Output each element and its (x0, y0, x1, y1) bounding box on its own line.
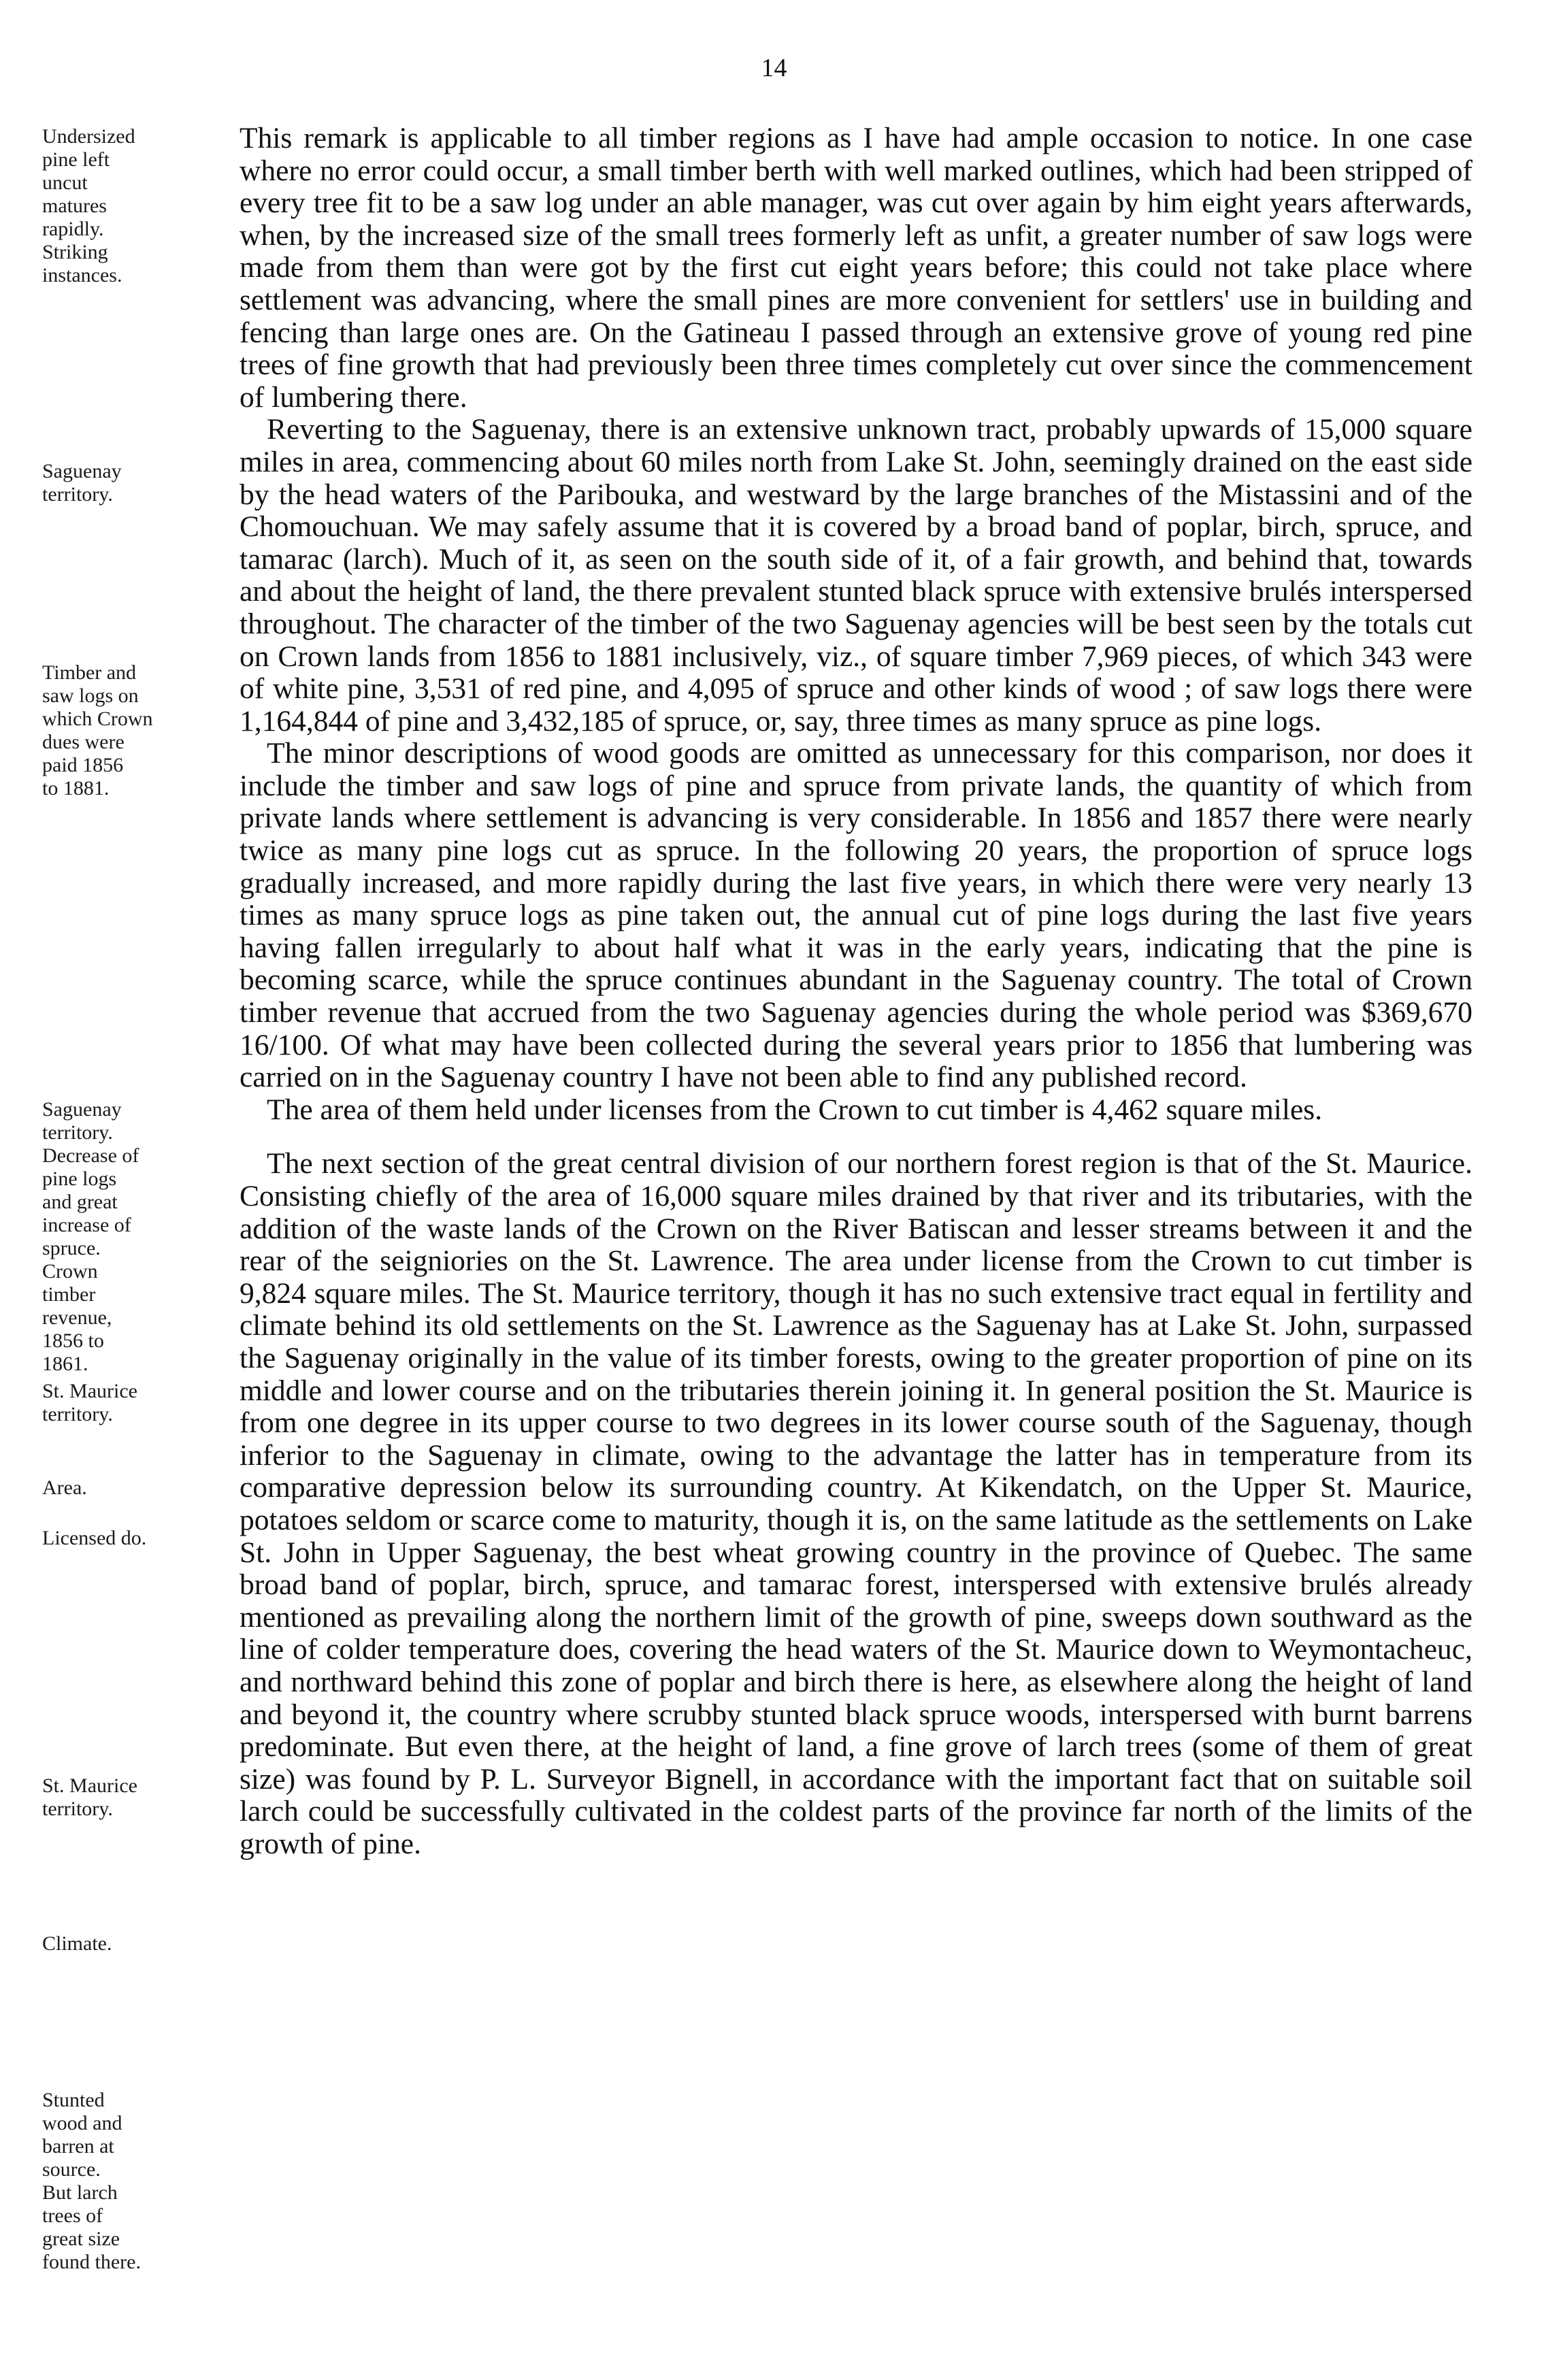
margin-note-line: pine logs (42, 1168, 117, 1190)
margin-note-decrease-of-pine (42, 1098, 226, 1376)
margin-note-timber-saw-logs (42, 661, 226, 800)
margin-note-line: Timber and (42, 661, 137, 684)
margin-note-line: great size (42, 2228, 120, 2250)
margin-note-line: Striking (42, 241, 108, 263)
margin-note-st-maurice-territory (42, 1380, 226, 1426)
margin-note-line: territory. (42, 483, 113, 506)
margin-note-line: Saguenay (42, 1098, 122, 1121)
margin-note-saguenay-territory (42, 460, 226, 506)
margin-note-st-maurice-territory-2 (42, 1774, 226, 1821)
margin-note-line: wood and (42, 2112, 122, 2134)
margin-note-area (42, 1476, 226, 1500)
paragraph: The area of them held under licenses from the Crown to cut timber is 4,462 square miles. (267, 1093, 1323, 1126)
margin-note-line: Area. (42, 1476, 87, 1499)
margin-note-line: Crown (42, 1260, 98, 1283)
margin-note-line: paid 1856 (42, 754, 124, 776)
margin-note-line: saw logs on (42, 684, 139, 707)
page-number: 14 (761, 54, 787, 82)
margin-note-line: Climate. (42, 1932, 112, 1955)
margin-note-line: Undersized (42, 125, 135, 148)
margin-note-stunted-wood (42, 2089, 226, 2274)
margin-note-line: and great (42, 1191, 118, 1213)
margin-note-line: rapidly. (42, 218, 104, 240)
margin-note-line: Decrease of (42, 1144, 139, 1167)
margin-note-line: Saguenay (42, 460, 122, 482)
margin-note-line: to 1881. (42, 777, 110, 799)
margin-note-line: trees of (42, 2204, 103, 2227)
margin-note-line: pine left (42, 148, 110, 171)
margin-note-line: territory. (42, 1798, 113, 1820)
margin-note-line: 1861. (42, 1353, 88, 1375)
paragraph: Reverting to the Saguenay, there is an extensive unknown tract, probably upwards of 15,000 square miles in area, commencing about 60 miles north from Lake St. John, seemingly drained on the east side by the head waters of the Paribouka, and westward by the large branches of the Mistassini and of the Chomouchuan. We may safely assume that it is covered by a broad band of poplar, birch, spruce, and tamarac (larch). Much of it, as seen on the south side of it, of a fair growth, and behind that, towards and about the height of land, the there prevalent stunted black spruce with extensive brulés interspersed throughout. The character of the timber of the two Saguenay agencies will be best seen by the totals cut on Crown lands from 1856 to 1881 inclusively, viz., of square timber 7,969 pieces, of which 343 were of white pine, 3,531 of red pine, and 4,095 of spruce and other kinds of wood ; of saw logs there were 1,164,844 of pine and 3,432,185 of spruce, or, say, three times as many spruce as pine logs. (240, 413, 1472, 738)
margin-note-line: uncut (42, 171, 88, 194)
margin-note-line: instances. (42, 264, 122, 286)
margin-note-line: revenue, (42, 1306, 112, 1329)
margin-note-line: increase of (42, 1214, 131, 1236)
paragraph: The minor descriptions of wood goods are omitted as unnecessary for this comparison, nor does it include the timber and saw logs of pine and spruce from private lands, the quantity of which from private lands where settlement is advancing is very considerable. In 1856 and 1857 there were nearly twice as many pine logs cut as spruce. In the following 20 years, the proportion of spruce logs gradually increased, and more rapidly during the last five years, in which there were very nearly 13 times as many spruce logs as pine taken out, the annual cut of pine logs during the last five years having fallen irregularly to about half what it was in the early years, indicating that the pine is becoming scarce, while the spruce continues abundant in the Saguenay country. The total of Crown timber revenue that accrued from the two Saguenay agencies during the whole period was $369,670 16/100. Of what may have been collected during the several years prior to 1856 that lumbering was carried on in the Saguenay country I have not been able to find any published record. (240, 737, 1472, 1094)
margin-note-line: which Crown (42, 708, 153, 730)
margin-note-line: found there. (42, 2251, 141, 2273)
margin-note-line: barren at (42, 2135, 114, 2158)
margin-note-line: 1856 to (42, 1329, 104, 1352)
margin-note-line: dues were (42, 731, 125, 753)
margin-note-line: St. Maurice (42, 1380, 137, 1402)
margin-note-line: territory. (42, 1403, 113, 1425)
margin-note-line: territory. (42, 1121, 113, 1144)
margin-note-line: spruce. (42, 1237, 101, 1259)
margin-note-line: But larch (42, 2181, 118, 2204)
margin-note-line: St. Maurice (42, 1774, 137, 1797)
margin-note-undersized-pine (42, 125, 226, 287)
margin-note-line: matures (42, 195, 107, 217)
margin-note-line: Stunted (42, 2089, 105, 2111)
margin-note-climate (42, 1932, 226, 1955)
paragraph: The next section of the great central division of our northern forest region is that of the St. Maurice. Consisting chiefly of the area of 16,000 square miles drained by that river and its tributaries, with the addition of the waste lands of the Crown on the River Batiscan and lesser streams between it and the rear of the seigniories on the St. Lawrence. The area under license from the Crown to cut timber is 9,824 square miles. The St. Maurice territory, though it has no such extensive tract equal in fertility and climate behind its old settlements on the St. Lawrence as the Saguenay has at Lake St. John, surpassed the Saguenay originally in the value of its timber forests, owing to the greater proportion of pine on its middle and lower course and on the tributaries therein joining it. In general position the St. Maurice is from one degree in its upper course to two degrees in its lower course south of the Saguenay, though inferior to the Saguenay in climate, owing to the advantage the latter has in temperature from its comparative depression below its surrounding country. At Kikendatch, on the Upper St. Maurice, potatoes seldom or scarce come to maturity, though it is, on the same latitude as the settlements on Lake St. John in Upper Saguenay, the best wheat growing country in the province of Quebec. The same broad band of poplar, birch, spruce, and tamarac forest, interspersed with extensive brulés already mentioned as prevailing along the northern limit of the growth of pine, sweeps down southward as the line of colder temperature does, covering the head waters of the St. Maurice down to Weymontacheuc, and northward behind this zone of poplar and birch there is here, as elsewhere along the height of land and beyond it, the country where scrubby stunted black spruce woods, interspersed with burnt barrens predominate. But even there, at the height of land, a fine grove of larch trees (some of them of great size) was found by P. L. Surveyor Bignell, in accordance with the important fact that on suitable soil larch could be successfully cultivated in the coldest parts of the province far north of the limits of the growth of pine. (240, 1147, 1472, 1860)
body-text (240, 122, 1472, 1860)
margin-note-licensed (42, 1527, 226, 1550)
margin-note-line: source. (42, 2158, 101, 2181)
paragraph: This remark is applicable to all timber regions as I have had ample occasion to notice. In one case where no error could occur, a small timber berth with well marked outlines, which had been stripped of every tree fit to be a saw log under an able manager, was cut over again by him eight years afterwards, when, by the increased size of the small trees formerly left as unfit, a greater number of saw logs were made from them than were got by the first cut eight years before; this could not take place where settlement was advancing, where the small pines are more convenient for settlers' use in building and fencing than large ones are. On the Gatineau I passed through an extensive grove of young red pine trees of fine growth that had previously been three times completely cut over since the commencement of lumbering there. (240, 122, 1472, 414)
margin-note-line: timber (42, 1283, 96, 1306)
margin-note-line: Licensed do. (42, 1527, 147, 1549)
